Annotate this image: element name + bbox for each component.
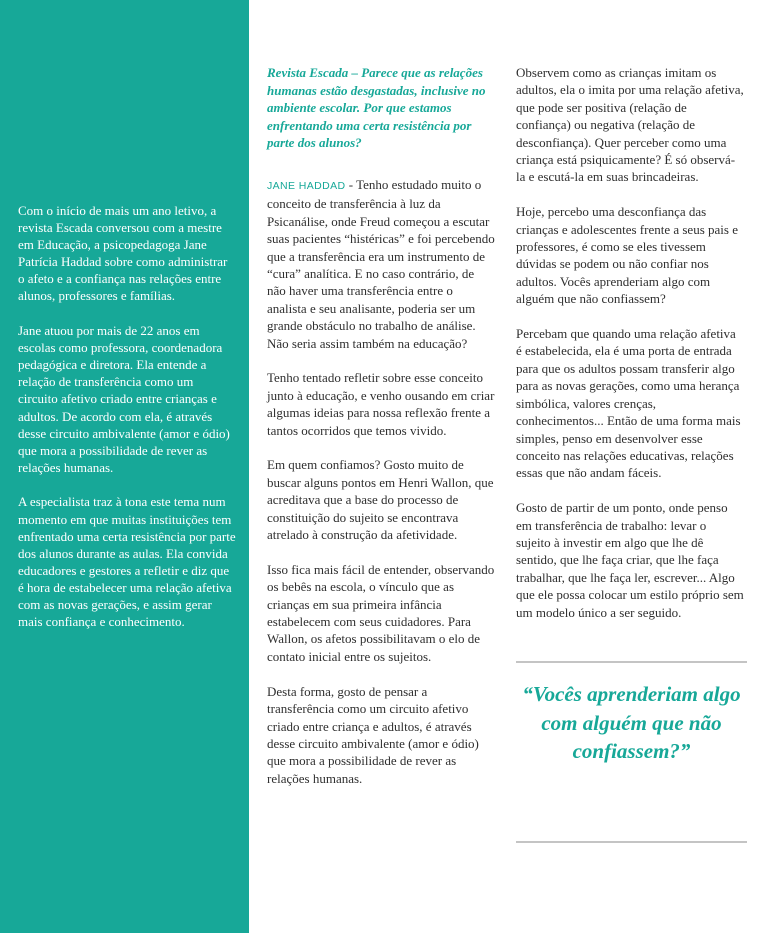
article-column-2	[516, 64, 744, 638]
intro-text	[18, 202, 236, 648]
body-paragraph: Percebam que quando uma relação afetiva é estabelecida, ela é uma porta de entrada para que os adultos possam transferir algo para as novas gerações, como uma herança simbólica, valores crenças, conhecimentos... Então de uma forma mais simples, penso em desenvolver esse conceito nas relações educativas, relações essas que não andam fáceis.	[516, 326, 741, 481]
body-paragraph: Em quem confiamos? Gosto muito de buscar alguns pontos em Henri Wallon, que acreditava que a base do processo de constituição do sujeito se encontrava atrelado à construção da afetividade.	[267, 457, 494, 543]
intro-sidebar	[0, 0, 249, 933]
answer-lead-paragraph	[267, 176, 495, 352]
body-paragraph: Desta forma, gosto de pensar a transferência como um circuito afetivo criado entre criança e adultos, é através desse circuito ambivalente (amor e ódio) que mora a possibilidade de rever as relações humanas.	[267, 683, 479, 786]
body-paragraph: Tenho tentado refletir sobre esse conceito junto à educação, e venho ousando em criar algumas ideias para nossa reflexão frente a tantos ocorridos que temos vivido.	[267, 370, 495, 438]
answer-lead-text: - Tenho estudado muito o conceito de transferência à luz da Psicanálise, onde Freud começou a escutar suas pacientes “histéricas” e foi percebendo que a transferência era um instrumento de “cura” analítica. E no caso contrário, de não haver uma transferência entre o analista e seu analisante, poderia ser um grande obstáculo no trabalho de análise. Não seria assim também na educação?	[267, 176, 495, 351]
body-paragraph: Observem como as crianças imitam os adultos, ela o imita por uma relação afetiva, que pode ser positiva (relação de confiança) ou negativa (relação de desconfiança). Quer perceber como uma criança está psiquicamente? É só observá-la e escutá-la em suas brincadeiras.	[516, 65, 744, 185]
intro-paragraph: A especialista traz à tona este tema num momento em que muitas instituições tem enfrentado uma certa resistência por parte dos alunos durante as aulas. Ela convida educadores e gestores a refletir e diz que é hora de estabelecer uma relação afetiva com as novas gerações, e assim gerar mais confiança e conhecimento.	[18, 494, 236, 630]
intro-paragraph: Jane atuou por mais de 22 anos em escolas como professora, coordenadora pedagógica e diretora. Ela entende a relação de transferência como um circuito afetivo criado entre crianças e adultos. De acordo com ela, é através desse circuito ambivalente (amor e ódio) que mora a possibilidade de rever as relações humanas.	[18, 323, 230, 475]
body-paragraph: Hoje, percebo uma desconfiança das crianças e adolescentes frente a seus pais e professores, é como se eles tivessem dúvidas se podem ou não confiar nos adultos. Vocês aprenderiam algo com alguém que não confiassem?	[516, 204, 738, 307]
body-paragraph: Gosto de partir de um ponto, onde penso em transferência de trabalho: levar o sujeito à investir em algo que lhe dê sentido, que lhe faça criar, que lhe faça trabalhar, que lhe faça ler, escrever... Algo que ele possa colocar um estilo próprio sem um modelo único a ser seguido.	[516, 500, 744, 620]
intro-paragraph: Com o início de mais um ano letivo, a revista Escada conversou com a mestre em Educação, a psicopedagoga Jane Patrícia Haddad sobre como administrar o afeto e a confiança nas relações entre alunos, professores e famílias.	[18, 203, 228, 304]
body-paragraph: Isso fica mais fácil de entender, observando os bebês na escola, o vínculo que as crianças em sua primeira infância estabelecem com seus cuidadores. Para Wallon, os afetos possibilitavam o elo de contato inicial entre os sujeitos.	[267, 561, 495, 664]
pull-quote: “Vocês aprenderiam algo com alguém que não confiassem?”	[522, 682, 741, 763]
speaker-name: JANE HADDAD	[267, 179, 346, 192]
article-column-1	[267, 64, 495, 805]
interview-question: Revista Escada – Parece que as relações humanas estão desgastadas, inclusive no ambiente escolar. Por que estamos enfrentando uma certa resistência por parte dos alunos?	[267, 65, 486, 151]
pull-quote-bottom-rule	[516, 841, 747, 843]
pull-quote-top-rule	[516, 661, 747, 663]
